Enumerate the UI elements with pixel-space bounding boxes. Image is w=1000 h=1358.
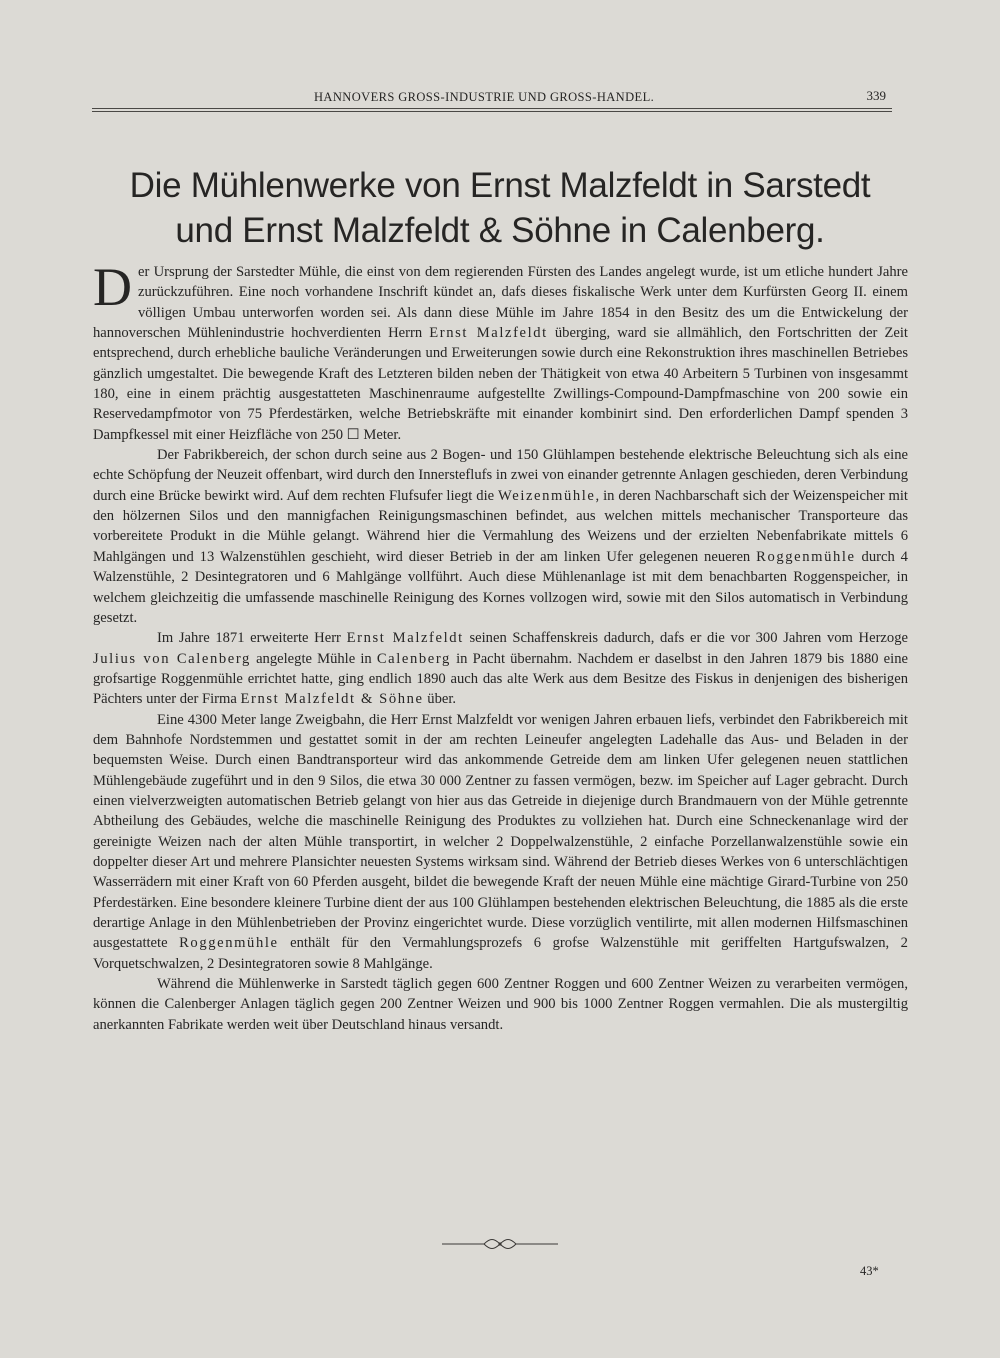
paragraph-5: Während die Mühlenwerke in Sarstedt täglich gegen 600 Zentner Roggen und 600 Zentner Weizen zu verarbeiten vermögen, können die Calenberger Anlagen täglich gegen 200 Zentner Weizen und 900 bis 1000 Zentner Roggen vermahlen. Die als mustergiltig anerkannten Fabrikate werden weit über Deutschland hinaus versandt. <box>93 976 908 1033</box>
article-title-line-1: Die Mühlenwerke von Ernst Malzfeldt in Sarstedt <box>129 166 871 205</box>
name-ernst-malzfeldt-2: Ernst Malzfeldt <box>346 630 464 647</box>
page-number: 339 <box>866 88 886 103</box>
drop-cap: D <box>93 257 132 317</box>
paragraph-4-text-a: Eine 4300 Meter lange Zweigbahn, die Herr Ernst Malzfeldt vor wenigen Jahren erbauen liefs, verbindet den Fabrikbereich mit dem Bahnhofe Nordstemmen und gestattet somit in der am rechten Leineufer angelegten Ladehalle das Aus- und Beladen in der bequemsten Weise. Durch einen Bandtransporteur wird das ankommende Getreide dem am linken Ufer gelegenen neuen stattlichen Mühlengebäude zugeführt und in den 9 Silos, die etwa 30 000 Zentner zu fassen vermögen, bezw. im Speicher auf Lager gebracht. Durch einen vielverzweigten automatischen Betrieb gelangt von hier aus das Getreide in diejenige durch Brandmauern von der Mühle getrennte Abtheilung des Gebäudes, welche die maschinelle Reinigung des Produktes zu vollziehen hat. Durch eine Schneckenanlage wird der gereinigte Weizen nach der alten Mühle transportirt, in welcher 2 Doppelwalzenstühle, 2 einfache Porzellanwalzenstühle sowie ein doppelter dieser Art und mehrere Plansichter neuesten Systems wirksam sind. Während der Betrieb dieses Werkes von 6 unterschlächtigen Wasserrädern mit einer Kraft von 60 Pferden ausgeht, bildet die bewegende Kraft der neuen Mühle eine mächtige Girard-Turbine von 250 Pferdestärken. Eine besondere kleinere Turbine dient der aus 100 Glühlampen bestehenden elektrischen Beleuchtung, die 1885 als die erste derartige Anlage in den Mühlenbetrieben der Provinz eingerichtet wurde. Diese vorzüglich ventilirte, mit allen modernen Hilfsmaschinen ausgestattete <box>93 711 908 952</box>
paragraph-1 <box>93 257 908 445</box>
article-body <box>93 257 908 1035</box>
paragraph-3-text-e: über. <box>423 691 457 708</box>
paragraph-2-text-c: durch 4 Walzenstühle, 2 Desintegratoren und 6 Mahlgänge vollführt. Auch diese Mühlenanlage ist mit dem benachbarten Roggenspeicher, in welchem gleichzeitig die umfassende maschinelle Reinigung des Kornes vollzogen wird, sowie mit den Silos automatisch in Verbindung gesetzt. <box>93 548 908 626</box>
paragraph-2-text-b: , in deren Nachbarschaft sich der Weizenspeicher mit den hölzernen Silos und den mannigfachen Reinigungsmaschinen befindet, aus welchen mittels mechanischer Transporteure das vorbereitete Produkt in die Mühle gelangt. Während hier die Vermahlung des Weizens und der erzielten Nebenfabrikate mittels 6 Mahlgängen und 13 Walzenstühlen geschieht, wird dieser Betrieb in der am linken Ufer gelegenen neueren <box>93 487 908 565</box>
paragraph-3-text-a: Im Jahre 1871 erweiterte Herr <box>157 630 347 647</box>
article-title <box>60 163 940 253</box>
sheet-signature: 43* <box>860 1264 879 1278</box>
paragraph-3-text-b: seinen Schaffenskreis dadurch, dafs er die vor 300 Jahren vom Herzoge <box>463 630 908 647</box>
paragraph-4-text-b: enthält für den Vermahlungsprozefs 6 grofse Walzenstühle mit geriffelten Hartgufswalzen, 2 Vorquetschwalzen, 2 Desintegratoren sowie 8 Mahlgänge. <box>93 935 908 972</box>
header-rule-double <box>92 111 892 112</box>
place-calenberg: Calenberg <box>376 650 451 667</box>
paragraph-3 <box>93 628 908 709</box>
ornament-icon <box>440 1236 560 1252</box>
paragraph-2 <box>93 445 908 628</box>
term-roggenmuehle: Roggenmühle <box>756 548 856 565</box>
name-ernst-malzfeldt: Ernst Malzfeldt <box>429 325 548 342</box>
article-title-line-2: und Ernst Malzfeldt & Söhne in Calenberg. <box>175 211 825 250</box>
header-rule <box>92 108 892 109</box>
name-julius-von-calenberg: Julius von Calenberg <box>93 650 251 667</box>
paragraph-1-text-b: überging, ward sie allmählich, den Fortschritten der Zeit entsprechend, durch erhebliche bauliche Veränderungen und Erweiterungen sowie durch eine Rekonstruktion ihres maschinellen Betriebes gänzlich umgestaltet. Die bewegende Kraft des Letzteren bilden neben der Thätigkeit von etwa 40 Arbeitern 5 Turbinen von insgesammt 180, eine in einem prächtig ausgestatteten Maschinenraume aufgestellte Zwillings-Compound-Dampfmaschine von 200 sowie ein Reservedampfmotor von 75 Pferdestärken, welche Betriebskräfte mit einander kombinirt sind. Den erforderlichen Dampf spenden 3 Dampfkessel mit einer Heizfläche von 250 ☐ Meter. <box>93 325 908 443</box>
running-title: HANNOVERS GROSS-INDUSTRIE UND GROSS-HANDEL. <box>314 90 655 104</box>
firm-name: Ernst Malzfeldt & Söhne <box>240 691 424 708</box>
paragraph-3-text-c: angelegte Mühle in <box>250 650 377 667</box>
term-roggenmuehle-2: Roggenmühle <box>179 935 279 952</box>
paragraph-1-text-a: er Ursprung der Sarstedter Mühle, die einst von dem regierenden Fürsten des Landes angelegt wurde, ist um etliche hundert Jahre zurückzuführen. Eine noch vorhandene Inschrift kündet an, dafs dieses fiskalische Werk unter dem Kurfürsten Georg II. einem völligen Umbau unterworfen worden sei. Als dann diese Mühle im Jahre 1854 in den Besitz des um die Entwickelung der hannoverschen Mühlenindustrie hochverdienten Herrn <box>93 264 908 342</box>
paragraph-2-text-a: Der Fabrikbereich, der schon durch seine aus 2 Bogen- und 150 Glühlampen bestehende elektrische Beleuchtung sich als eine echte Schöpfung der Neuzeit offenbart, wird durch den Innersteflufs in zwei von einander getrennte Anlagen geschieden, deren Verbindung durch eine Brücke bewirkt wird. Auf dem rechten Flufsufer liegt die <box>93 447 908 504</box>
paragraph-4 <box>93 710 908 974</box>
paragraph-3-text-d: in Pacht übernahm. Nachdem er daselbst in den Jahren 1879 bis 1880 eine grofsartige Roggenmühle errichtet hatte, ging endlich 1890 auch das alte Werk aus dem Besitze des Fiskus in denjenigen des bisherigen Pächters unter der Firma <box>93 650 908 708</box>
term-weizenmuehle: Weizenmühle <box>498 487 596 504</box>
